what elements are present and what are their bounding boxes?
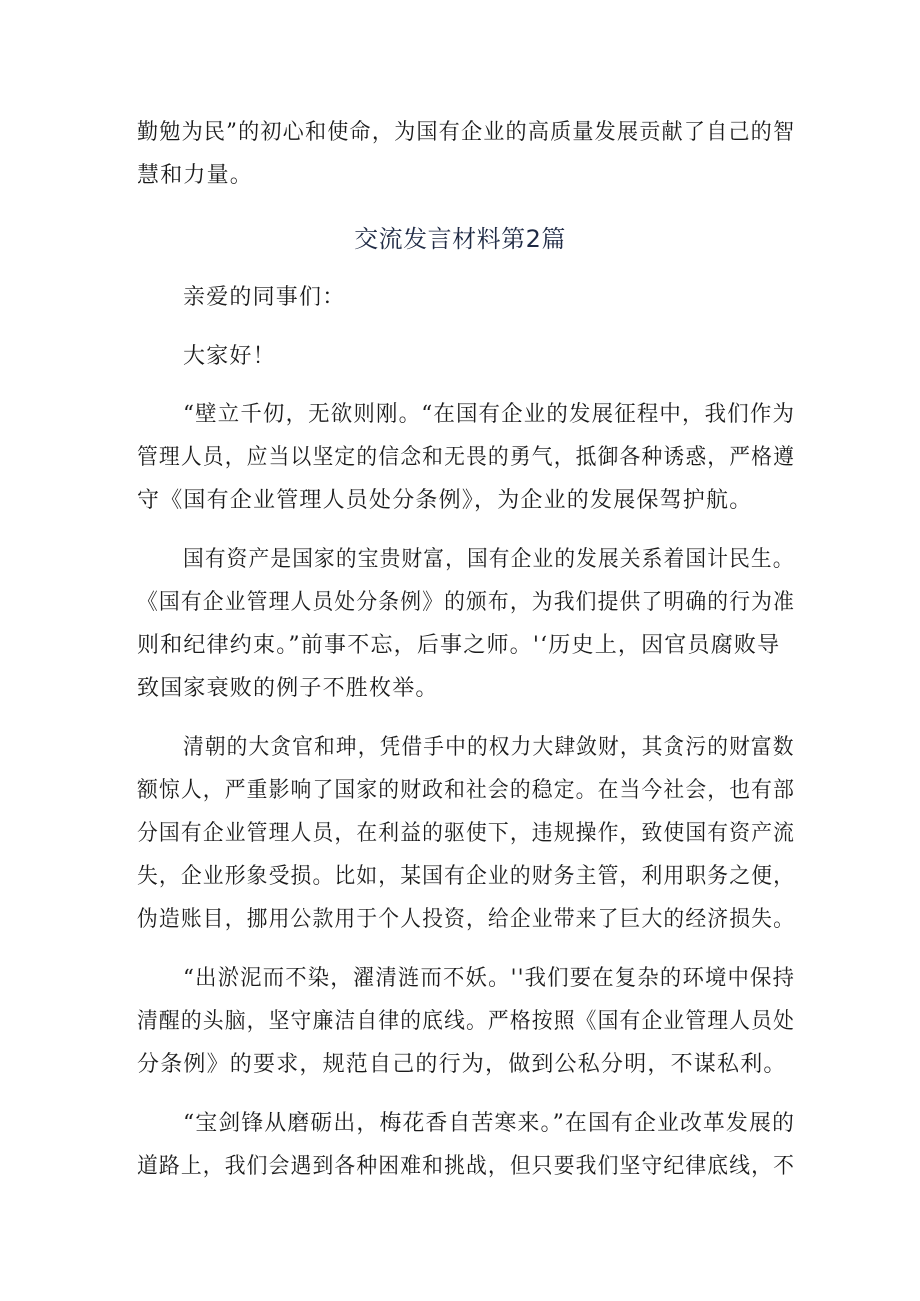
paragraph-1-line-3: 守《国有企业管理人员处分条例》，为企业的发展保驾护航。	[137, 488, 753, 513]
paragraph-4-line-3: 分条例》的要求，规范自己的行为，做到公私分明，不谋私利。	[137, 1052, 787, 1077]
paragraph-2-line-3: 则和纪律约束。”前事不忘，后事之师。'‘历史上，因官员腐败导	[137, 633, 781, 658]
intro-line-2: 慧和力量。	[137, 163, 254, 188]
paragraph-3-line-3: 分国有企业管理人员，在利益的驱使下，违规操作，致使国有资产流	[137, 821, 796, 846]
paragraph-1-line-1: “壁立千仞，无欲则刚。“在国有企业的发展征程中，我们作为	[183, 402, 796, 427]
paragraph-3-line-4: 失，企业形象受损。比如，某国有企业的财务主管，利用职务之便，	[137, 864, 796, 889]
paragraph-5-line-2: 道路上，我们会遇到各种困难和挑战，但只要我们坚守纪律底线，不	[137, 1154, 796, 1179]
paragraph-3-line-5: 伪造账目，挪用公款用于个人投资，给企业带来了巨大的经济损失。	[137, 907, 796, 932]
paragraph-3-line-2: 额惊人，严重影响了国家的财政和社会的稳定。在当今社会，也有部	[137, 778, 796, 803]
paragraph-3-line-1: 清朝的大贪官和珅，凭借手中的权力大肆敛财，其贪污的财富数	[183, 735, 795, 760]
paragraph-1-line-2: 管理人员，应当以坚定的信念和无畏的勇气，抵御各种诱惑，严格遵	[137, 445, 796, 470]
paragraph-2-line-2: 《国有企业管理人员处分条例》的颁布，为我们提供了明确的行为准	[137, 590, 796, 615]
paragraph-2-line-1: 国有资产是国家的宝贵财富，国有企业的发展关系着国计民生。	[183, 547, 795, 572]
greeting-line: 亲爱的同事们：	[183, 285, 346, 310]
section-title: 交流发言材料第2篇	[354, 225, 566, 253]
hello-line: 大家好！	[183, 344, 276, 369]
intro-line-1: 勤勉为民”的初心和使命，为国有企业的高质量发展贡献了自己的智	[137, 120, 796, 145]
paragraph-5-line-1: “宝剑锋从磨砺出，梅花香自苦寒来。”在国有企业改革发展的	[183, 1111, 796, 1136]
paragraph-4-line-1: “出淤泥而不染，濯清涟而不妖。''我们要在复杂的环境中保持	[183, 966, 796, 991]
paragraph-4-line-2: 清醒的头脑，坚守廉洁自律的底线。严格按照《国有企业管理人员处	[137, 1009, 796, 1034]
paragraph-2-line-4: 致国家衰败的例子不胜枚举。	[137, 676, 439, 701]
